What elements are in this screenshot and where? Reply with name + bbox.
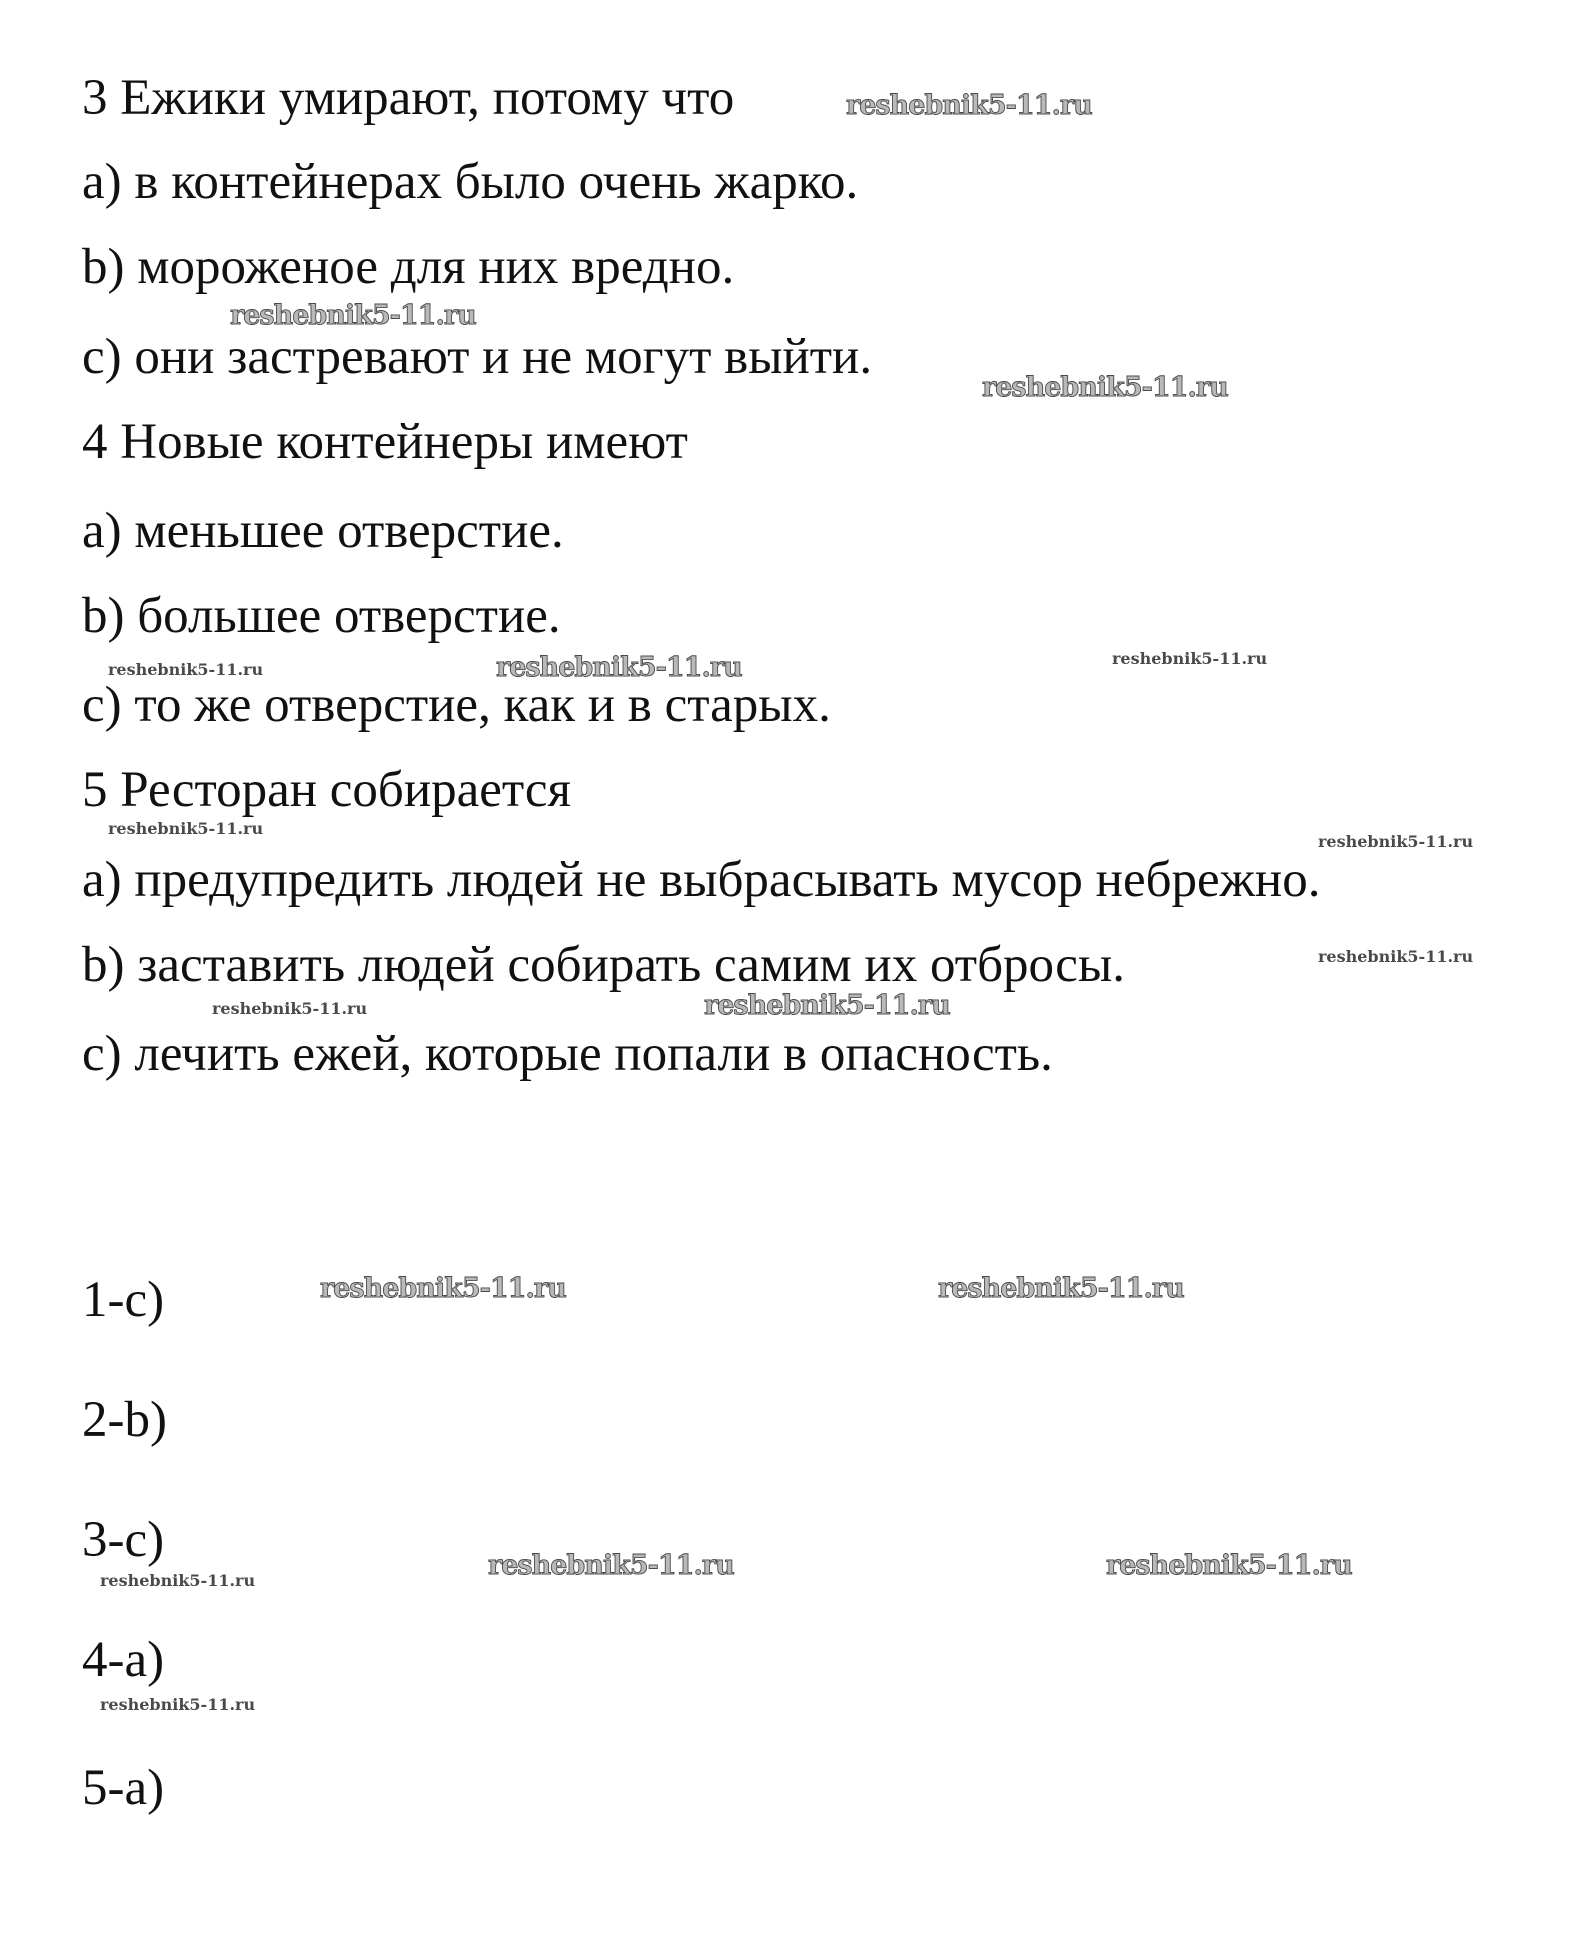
answer-5: 5-a) — [82, 1760, 165, 1816]
watermark: reshebnik5-11.ru — [1318, 832, 1474, 851]
watermark: reshebnik5-11.ru — [846, 90, 1092, 121]
question-5-stem: 5 Ресторан собирается — [82, 762, 571, 818]
answer-1: 1-c) — [82, 1272, 165, 1328]
watermark: reshebnik5-11.ru — [938, 1273, 1184, 1304]
question-3-option-b: b) мороженое для них вредно. — [82, 239, 735, 295]
watermark: reshebnik5-11.ru — [212, 999, 368, 1018]
question-4-option-a: a) меньшее отверстие. — [82, 503, 564, 559]
watermark: reshebnik5-11.ru — [320, 1273, 566, 1304]
watermark: reshebnik5-11.ru — [230, 300, 476, 331]
watermark: reshebnik5-11.ru — [108, 819, 264, 838]
question-3-stem: 3 Ежики умирают, потому что — [82, 70, 735, 126]
watermark: reshebnik5-11.ru — [1318, 947, 1474, 966]
watermark: reshebnik5-11.ru — [108, 660, 264, 679]
question-3-option-c: c) они застревают и не могут выйти. — [82, 329, 873, 385]
question-5-option-c: c) лечить ежей, которые попали в опасность. — [82, 1026, 1053, 1082]
answer-2: 2-b) — [82, 1392, 167, 1448]
watermark: reshebnik5-11.ru — [100, 1695, 256, 1714]
question-4-option-b: b) большее отверстие. — [82, 588, 561, 644]
question-3-option-a: a) в контейнерах было очень жарко. — [82, 154, 859, 210]
watermark: reshebnik5-11.ru — [100, 1571, 256, 1590]
watermark: reshebnik5-11.ru — [1106, 1550, 1352, 1581]
question-5-option-a: a) предупредить людей не выбрасывать мусор небрежно. — [82, 852, 1321, 908]
watermark: reshebnik5-11.ru — [496, 652, 742, 683]
answer-3: 3-c) — [82, 1512, 165, 1568]
watermark: reshebnik5-11.ru — [1112, 649, 1268, 668]
watermark: reshebnik5-11.ru — [488, 1550, 734, 1581]
question-5-option-b: b) заставить людей собирать самим их отбросы. — [82, 937, 1125, 993]
watermark: reshebnik5-11.ru — [982, 372, 1228, 403]
question-4-stem: 4 Новые контейнеры имеют — [82, 414, 688, 470]
answer-4: 4-a) — [82, 1632, 165, 1688]
watermark: reshebnik5-11.ru — [704, 990, 950, 1021]
question-4-option-c: c) то же отверстие, как и в старых. — [82, 677, 831, 733]
